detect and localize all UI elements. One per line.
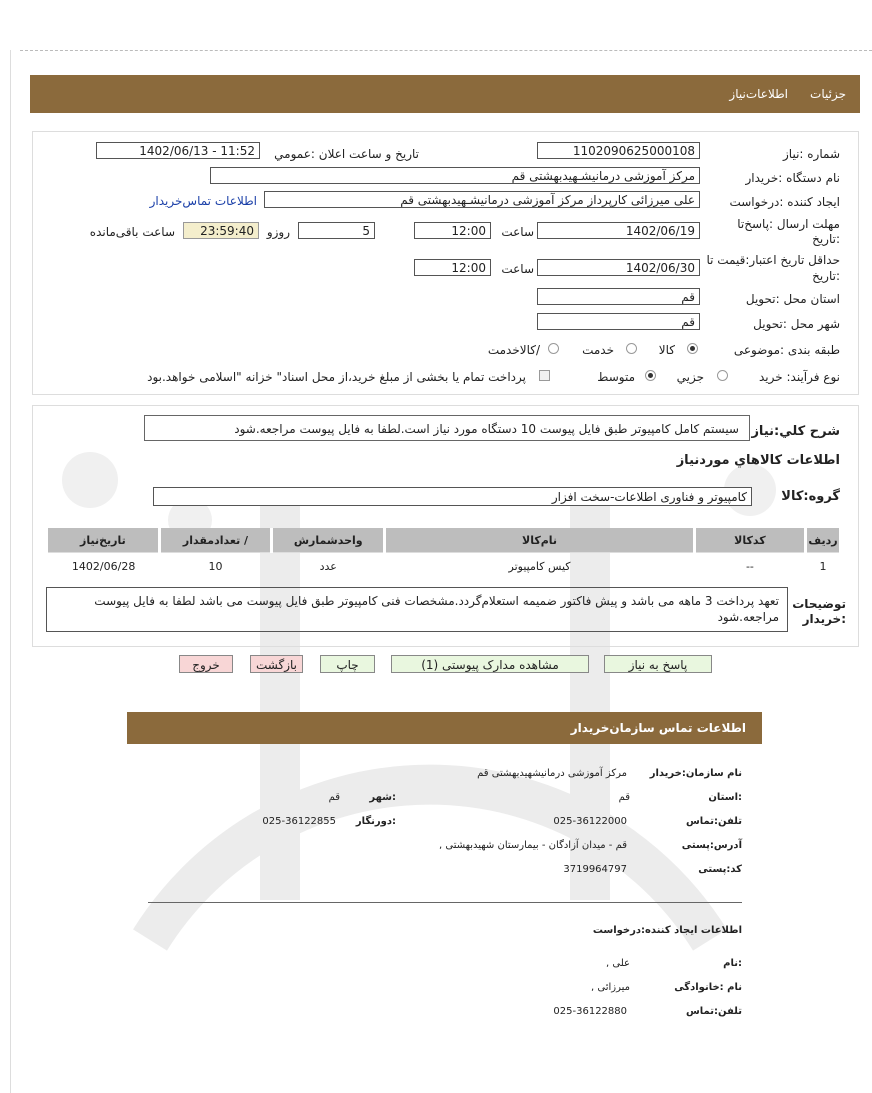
- treasury-payment-checkbox[interactable]: [539, 370, 550, 381]
- creator-phone-label: تلفن:تماس: [685, 1006, 742, 1017]
- validity-time-field: 12:00: [414, 259, 491, 276]
- contact-phone-value: 025-36122000: [553, 816, 627, 827]
- contact-fax-label: :دورنگار: [355, 816, 396, 827]
- process-label: نوع فرآیند: خرید: [759, 370, 840, 384]
- contact-postal-label: کد:پستی: [698, 864, 742, 875]
- validity-label: حداقل تاریخ اعتبار:قیمت تا :تاریخ: [706, 253, 840, 283]
- deadline-date-field: 1402/06/19: [537, 222, 700, 239]
- contact-postal-value: 3719964797: [563, 864, 627, 875]
- need-number-field: 1102090625000108: [537, 142, 700, 159]
- col-goods-code: کدکالا: [694, 528, 805, 553]
- col-goods-name: نام‌کالا: [385, 528, 695, 553]
- deadline-time-field: 12:00: [414, 222, 491, 239]
- treasury-payment-label: پرداخت تمام یا بخشی از مبلغ خرید،از محل اسناد" خزانه "اسلامی خواهد.بود: [147, 370, 526, 384]
- contact-province-value: قم: [618, 792, 630, 803]
- contact-divider: [148, 902, 742, 903]
- top-divider: [20, 50, 872, 51]
- goods-group-field: کامپیوتر و فناوری اطلاعات-سخت افزار: [153, 487, 752, 506]
- validity-date-field: 1402/06/30: [537, 259, 700, 276]
- cell-goods-code: --: [694, 553, 805, 580]
- announce-label: تاریخ و ساعت اعلان :عمومي: [274, 147, 419, 161]
- col-quantity: / تعدادمقدار: [159, 528, 271, 553]
- reply-button[interactable]: پاسخ به نیاز: [604, 655, 712, 673]
- need-number-label: شماره :نیاز: [783, 147, 840, 161]
- announce-field: 1402/06/13 - 11:52: [96, 142, 260, 159]
- cell-quantity: 10: [159, 553, 271, 580]
- contact-city-value: قم: [328, 792, 340, 803]
- creator-field: علی میرزائی کارپرداز مرکز آموزشی درمانیشـهیدبهشتی قم: [264, 191, 700, 208]
- creator-info-title: اطلاعات ایجاد کننده:درخواست: [592, 925, 742, 936]
- left-divider: [10, 50, 11, 1093]
- required-goods-title: اطلاعات کالاهاي موردنیاز: [676, 453, 840, 468]
- cell-goods-name: کیس کامپیوتر: [385, 553, 695, 580]
- category-goods-radio[interactable]: [687, 343, 698, 354]
- back-button[interactable]: بازگشت: [250, 655, 303, 673]
- city-label: شهر محل :تحویل: [753, 317, 840, 331]
- contact-city-label: :شهر: [369, 792, 396, 803]
- table-row: [48, 553, 841, 580]
- process-medium-radio[interactable]: [645, 370, 656, 381]
- view-attachments-button[interactable]: مشاهده مدارک پیوستی (1): [391, 655, 589, 673]
- general-description-label: شرح کلي:نیاز: [751, 424, 840, 439]
- category-service-label: خدمت: [582, 343, 614, 357]
- province-field: قم: [537, 288, 700, 305]
- contact-fax-value: 025-36122855: [262, 816, 336, 827]
- creator-name-value: علی ,: [606, 958, 630, 969]
- remaining-time-field: 23:59:40: [183, 222, 259, 239]
- org-label: نام سازمان:خریدار: [649, 768, 742, 779]
- category-service-radio[interactable]: [626, 343, 637, 354]
- deadline-label: مهلت ارسال :پاسخ‌تا :تاریخ: [737, 217, 840, 246]
- buyer-field: مرکز آموزشی درمانیشـهیدبهشتی قم: [210, 167, 700, 184]
- goods-table-header-row: [48, 528, 841, 553]
- creator-label: ایجاد کننده :درخواست: [729, 195, 840, 209]
- buyer-label: نام دستگاه :خریدار: [745, 171, 840, 185]
- tab-need-info[interactable]: اطلاعات‌نیاز: [729, 87, 788, 101]
- buyer-notes-field: تعهد پرداخت 3 ماهه می باشد و پیش فاکتور ضمیمه استعلام‌گردد.مشخصات فنی کامپیوتر طبق فایل پیوست می باشد لطفا به فایل پیوست مراجعه.شود: [46, 587, 788, 632]
- col-row-number: ردیف: [806, 528, 841, 553]
- goods-table: [48, 528, 842, 579]
- province-label: استان محل :تحویل: [745, 292, 840, 306]
- process-partial-label: جزیي: [676, 370, 704, 384]
- buyer-contact-link[interactable]: اطلاعات تماس‌خریدار: [149, 194, 257, 208]
- contact-province-label: :استان: [708, 792, 742, 803]
- cell-row-number: 1: [806, 553, 841, 580]
- category-both-label: /کالاخدمت: [487, 343, 540, 357]
- col-unit: واحدشمارش: [272, 528, 385, 553]
- process-medium-label: متوسط: [597, 370, 635, 384]
- cell-unit: عدد: [272, 553, 385, 580]
- buyer-contact-header: [127, 712, 762, 744]
- category-label: طبقه بندی :موضوعی: [733, 343, 840, 357]
- city-field: قم: [537, 313, 700, 330]
- creator-name-label: :نام: [723, 958, 742, 969]
- contact-phone-label: تلفن:تماس: [685, 816, 742, 827]
- creator-family-value: میرزائی ,: [591, 982, 630, 993]
- days-field: 5: [298, 222, 375, 239]
- creator-phone-value: 025-36122880: [553, 1006, 627, 1017]
- remaining-word: ساعت باقی‌مانده: [89, 225, 175, 239]
- days-word: روزو: [266, 225, 290, 239]
- exit-button[interactable]: خروج: [179, 655, 233, 673]
- deadline-time-word: ساعت: [501, 225, 534, 239]
- buyer-contact-title: اطلاعات تماس سازمان‌خریدار: [570, 721, 746, 735]
- org-value: مرکز آموزشی درمانیشهیدبهشتی قم: [477, 768, 627, 779]
- category-both-radio[interactable]: [548, 343, 559, 354]
- process-partial-radio[interactable]: [717, 370, 728, 381]
- cell-need-date: 1402/06/28: [48, 553, 159, 580]
- page-header-bar: [30, 75, 860, 113]
- goods-group-label: گروه:کالا: [781, 489, 840, 504]
- validity-time-word: ساعت: [501, 262, 534, 276]
- buyer-notes-label: توضیحات :خریدار: [792, 597, 846, 626]
- contact-address-value: قم - میدان آزادگان - بیمارستان شهیدبهشتی ,: [439, 840, 627, 851]
- category-goods-label: کالا: [658, 343, 675, 357]
- print-button[interactable]: چاپ: [320, 655, 375, 673]
- general-description-field: سیستم کامل کامپیوتر طبق فایل پیوست 10 دستگاه مورد نیاز است.لطفا به فایل پیوست مراجعه.شود: [144, 415, 750, 441]
- col-need-date: تاریخ‌نیاز: [48, 528, 159, 553]
- contact-address-label: آدرس:پستی: [681, 840, 742, 851]
- tab-details[interactable]: جزئیات: [810, 87, 846, 101]
- creator-family-label: نام :خانوادگی: [674, 982, 742, 993]
